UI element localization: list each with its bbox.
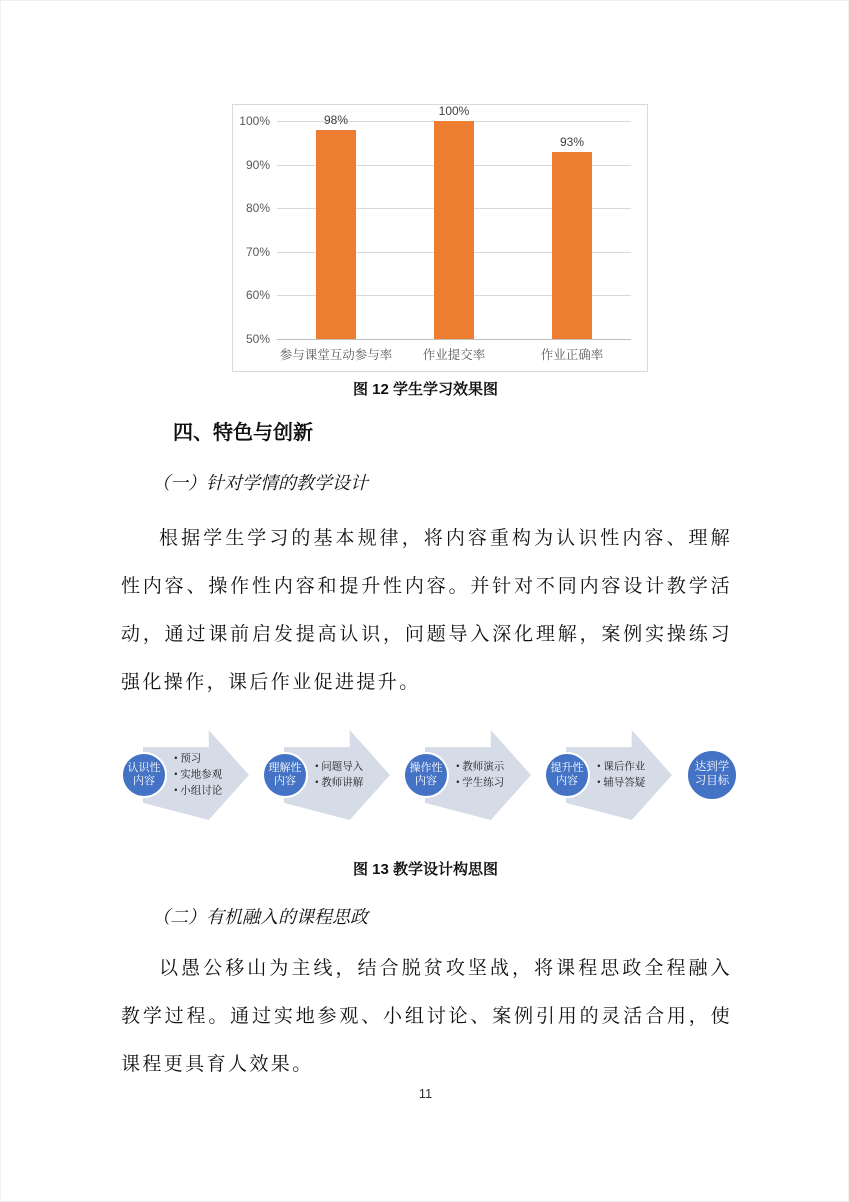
paragraph-teaching-design: 根据学生学习的基本规律，将内容重构为认识性内容、理解性内容、操作性内容和提升性内容。并针对不同内容设计教学活动，通过课前启发提高认识，问题导入深化理解，案例实操练习强化操作，课后作业促进提升。 bbox=[121, 528, 732, 693]
step-bullet-list bbox=[597, 759, 645, 791]
step-circle-label: 内容 bbox=[556, 775, 578, 787]
diagram-step bbox=[403, 728, 533, 822]
bar bbox=[552, 152, 592, 339]
step-circle-label: 理解性 bbox=[268, 761, 302, 774]
bar bbox=[434, 121, 474, 339]
step-circle bbox=[686, 749, 738, 801]
step-circle bbox=[121, 752, 167, 798]
step-circle bbox=[403, 752, 449, 798]
step-circle-label: 内容 bbox=[415, 775, 437, 787]
step-circle bbox=[544, 752, 590, 798]
step-circle-label: 内容 bbox=[133, 775, 155, 787]
bullet-item: • 学生练习 bbox=[456, 777, 505, 788]
page-number: 11 bbox=[418, 1086, 433, 1101]
step-circle-label: 习目标 bbox=[694, 775, 730, 787]
y-axis-tick-label: 80% bbox=[245, 201, 270, 216]
bar-data-label: 93% bbox=[559, 134, 585, 149]
bullet-item: • 预习 bbox=[174, 753, 202, 765]
y-axis-tick-label: 60% bbox=[245, 288, 270, 303]
x-axis-category-label: 作业提交率 bbox=[422, 348, 486, 362]
chart-gridline bbox=[277, 339, 631, 340]
paragraph-course-ideology: 以愚公移山为主线，结合脱贫攻坚战，将课程思政全程融入教学过程。通过实地参观、小组讨论、案例引用的灵活合用，使课程更具育人效果。 bbox=[121, 958, 732, 1075]
step-bullet-list bbox=[315, 759, 363, 791]
step-bullet-list bbox=[456, 759, 504, 791]
subsection-heading-1: （一）针对学情的教学设计 bbox=[152, 473, 368, 493]
bar-chart bbox=[232, 104, 648, 372]
bullet-item: • 实地参观 bbox=[174, 769, 223, 781]
y-axis-tick-label: 100% bbox=[239, 114, 270, 128]
bullet-item: • 教师讲解 bbox=[315, 777, 364, 788]
bullet-item: • 教师演示 bbox=[456, 761, 505, 773]
bar-data-label: 98% bbox=[323, 112, 349, 127]
subsection-heading-2: （二）有机融入的课程思政 bbox=[152, 907, 368, 927]
step-circle-label: 提升性 bbox=[550, 761, 584, 774]
bullet-item: • 辅导答疑 bbox=[597, 777, 646, 788]
step-bullet-list bbox=[174, 751, 222, 798]
bar bbox=[316, 130, 356, 339]
bar-data-label: 100% bbox=[438, 104, 470, 118]
bullet-item: • 问题导入 bbox=[315, 761, 364, 773]
step-circle-label: 内容 bbox=[274, 775, 296, 787]
y-axis-tick-label: 70% bbox=[245, 244, 270, 259]
y-axis-tick-label: 90% bbox=[245, 157, 270, 172]
diagram-goal-step bbox=[685, 728, 739, 822]
diagram-step bbox=[121, 728, 251, 822]
bullet-item: • 小组讨论 bbox=[174, 784, 223, 796]
diagram-step bbox=[262, 728, 392, 822]
section-heading: 四、特色与创新 bbox=[173, 422, 313, 444]
figure-12-caption: 图 12 学生学习效果图 bbox=[352, 381, 499, 398]
x-axis-category-label: 作业正确率 bbox=[540, 348, 604, 362]
y-axis-tick-label: 50% bbox=[245, 332, 270, 346]
step-circle-label: 达到学 bbox=[694, 761, 730, 774]
step-circle bbox=[262, 752, 308, 798]
step-circle-label: 操作性 bbox=[409, 761, 443, 774]
x-axis-category-label: 参与课堂互动参与率 bbox=[279, 348, 393, 362]
process-diagram bbox=[121, 728, 739, 822]
figure-13-caption: 图 13 教学设计构思图 bbox=[352, 861, 499, 878]
diagram-step bbox=[544, 728, 674, 822]
bullet-item: • 课后作业 bbox=[597, 761, 646, 773]
step-circle-label: 认识性 bbox=[127, 761, 161, 774]
